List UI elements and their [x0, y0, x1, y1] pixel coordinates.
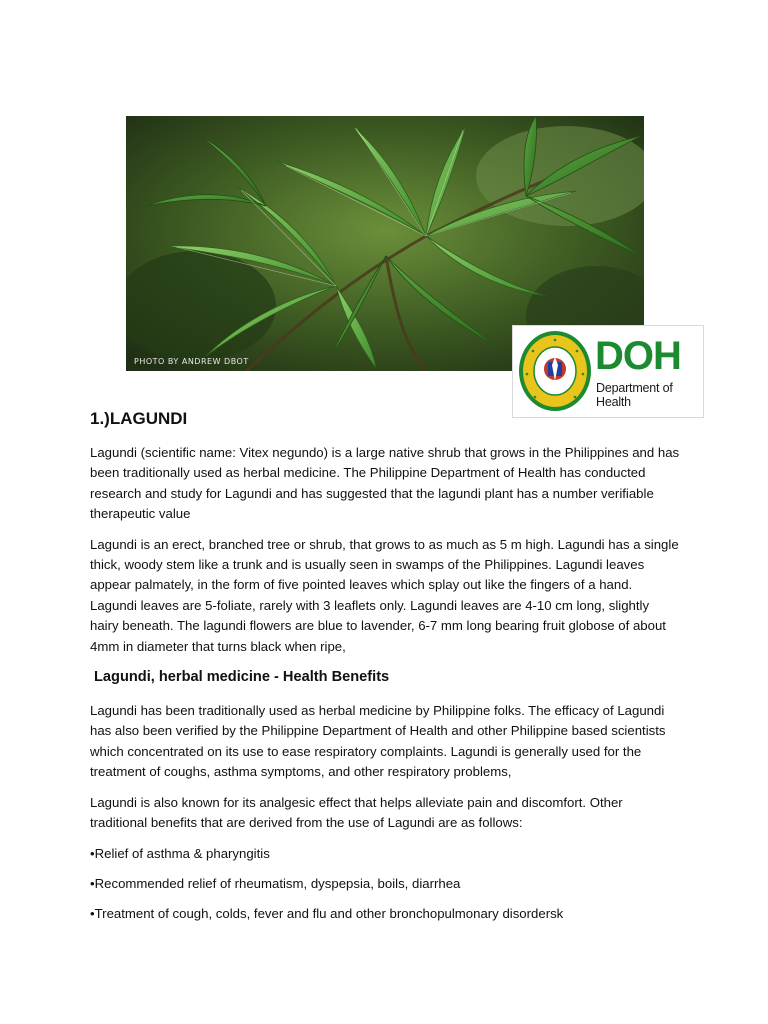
list-item: •Recommended relief of rheumatism, dyspepsia, boils, diarrhea	[90, 875, 461, 891]
analgesic-paragraph: Lagundi is also known for its analgesic effect that helps alleviate pain and discomfort. Other traditional benefits that are derived from the use of Lagundi are as follows:	[90, 794, 623, 831]
intro-paragraph: Lagundi (scientific name: Vitex negundo) is a large native shrub that grows in the Philippines and has been traditionally used as herbal medicine. The Philippine Department of Health has conducted research and study for Lagundi and has suggested that the lagundi plant has a number verifiable therapeutic value	[90, 445, 680, 522]
benefits-paragraph: Lagundi has been traditionally used as herbal medicine by Philippine folks. The efficacy of Lagundi has also been verified by the Philippine Department of Health and other Philippine based scientists which concentrated on its use to ease respiratory complaints. Lagundi is generally used for the treatment of coughs, asthma symptoms, and other respiratory problems,	[90, 703, 666, 780]
photo-credit: PHOTO BY ANDREW DBOT	[134, 357, 249, 366]
doh-seal-icon	[517, 329, 593, 413]
description-paragraph: Lagundi is an erect, branched tree or shrub, that grows to as much as 5 m high. Lagundi has a single thick, woody stem like a trunk and is usually seen in swamps of the Philippines. Lagundi leaves appear palmately, in the form of five pointed leaves which splay out like the fingers of a hand. Lagundi leaves are 5-foliate, rarely with 3 leaflets only. Lagundi leaves are 4-10 cm long, slightly hairy beneath. The lagundi flowers are blue to lavender, 6-7 mm long bearing fruit globose of about 4mm in diameter that turns black when ripe,	[90, 536, 679, 654]
doh-subtitle: Department of Health	[596, 381, 673, 409]
article	[90, 408, 680, 935]
article-title: 1.)LAGUNDI	[90, 409, 188, 428]
benefits-heading: Lagundi, herbal medicine - Health Benefits	[94, 669, 390, 686]
doh-logo	[512, 325, 704, 418]
doh-acronym: DOH	[595, 334, 681, 378]
list-item: •Relief of asthma & pharyngitis	[90, 845, 270, 861]
list-item: •Treatment of cough, colds, fever and flu and other bronchopulmonary disordersk	[90, 906, 564, 922]
benefits-list	[90, 844, 680, 925]
